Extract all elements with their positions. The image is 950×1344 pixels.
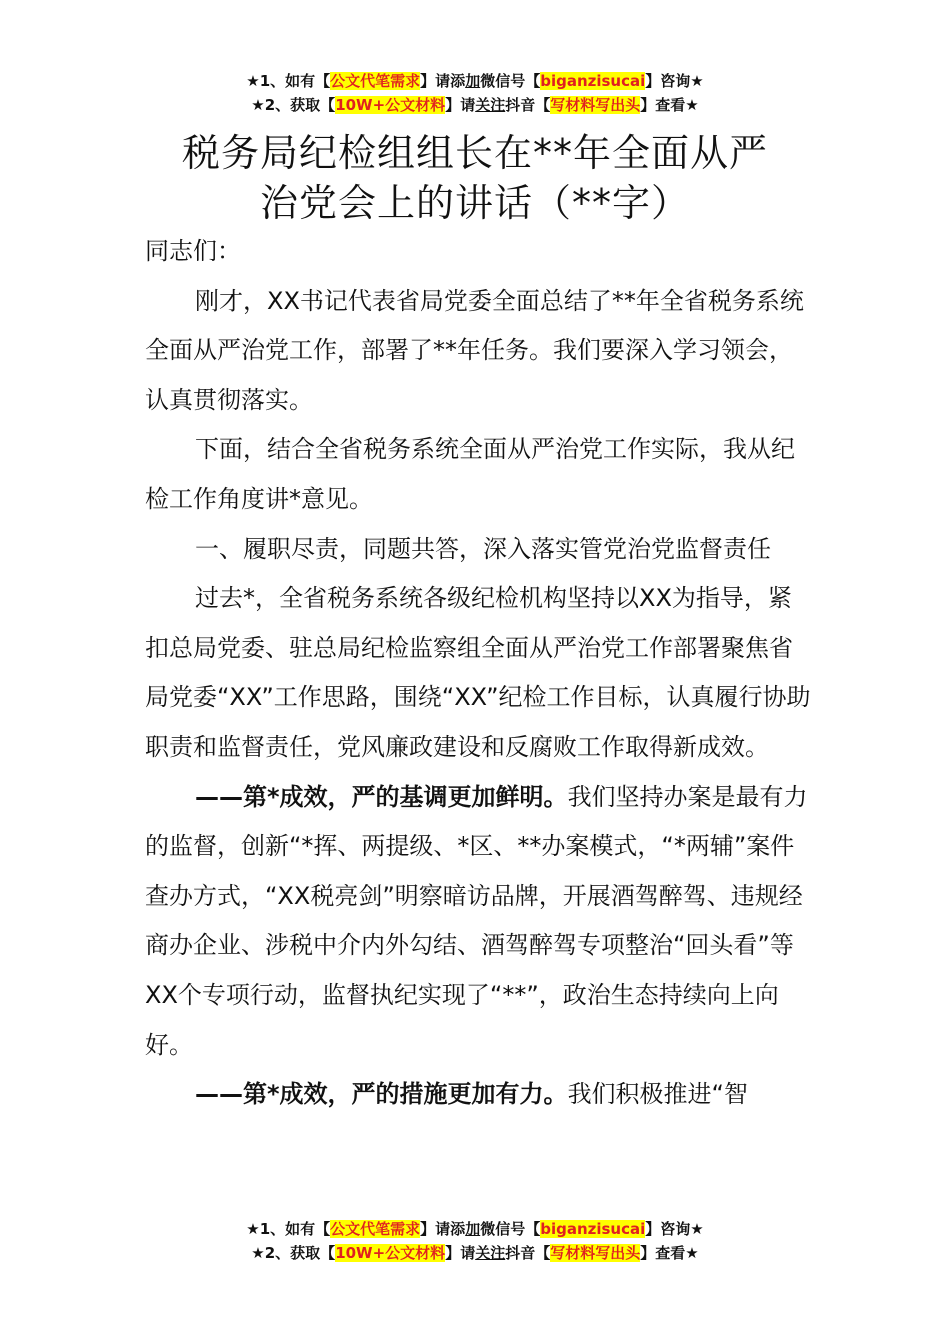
document-title xyxy=(0,128,950,228)
promo-underline: 关注 xyxy=(475,96,506,114)
promo-text: 】请 xyxy=(445,96,476,114)
promo-text: 微信号【 xyxy=(480,1220,541,1238)
promo-text: 抖音【 xyxy=(505,1244,551,1262)
promo-text: 】查看★ xyxy=(640,1244,699,1262)
promo-text: 】请 xyxy=(445,1244,476,1262)
title-line-2: 治党会上的讲话（**字） xyxy=(259,181,690,225)
promo-highlight: 公文代笔需求 xyxy=(330,1220,421,1238)
salutation: 同志们： xyxy=(145,237,241,265)
promo-highlight: biganzisucai xyxy=(540,1220,646,1238)
promo-text: 抖音【 xyxy=(505,96,551,114)
paragraph-1: 刚才，XX书记代表省局党委全面总结了**年全省税务系统全面从严治党工作，部署了**年任务。我们要深入学习领会，认真贯彻落实。 xyxy=(145,286,804,414)
promo-banner-bottom xyxy=(0,1217,950,1265)
paragraph-6 xyxy=(145,1070,815,1120)
document-body xyxy=(145,227,815,1120)
promo-text: ★1、如有【 xyxy=(246,72,331,90)
promo-line-1 xyxy=(0,1217,950,1241)
paragraph-5 xyxy=(145,773,815,1071)
promo-text: 微信号【 xyxy=(480,72,541,90)
promo-text: ★2、获取【 xyxy=(251,1244,336,1262)
promo-highlight: 写材料写出头 xyxy=(550,96,641,114)
paragraph-4: 过去*，全省税务系统各级纪检机构坚持以XX为指导，紧扣总局党委、驻总局纪检监察组全面从严治党工作部署聚焦省局党委“XX”工作思路，围绕“XX”纪检工作目标，认真履行协助职责和监督责任，党风廉政建设和反腐败工作取得新成效。 xyxy=(145,584,811,761)
promo-text: ★1、如有【 xyxy=(246,1220,331,1238)
promo-text: 】咨询★ xyxy=(645,72,704,90)
promo-highlight: 10W+公文材料 xyxy=(335,1244,446,1262)
paragraph-6-text: 我们积极推进“智 xyxy=(567,1080,748,1109)
promo-underline: 关注 xyxy=(475,1244,506,1262)
paragraph-5-text: 我们坚持办案是最有力的监督，创新“*挥、两提级、*区、**办案模式，“*两辅”案件查办方式，“XX税亮剑”明察暗访品牌，开展酒驾醉驾、违规经商办企业、涉税中介内外勾结、酒驾醉驾专项整治“回头看”等XX个专项行动，监督执纪实现了“**”，政治生态持续向上向好。 xyxy=(145,782,808,1059)
promo-highlight: 公文代笔需求 xyxy=(330,72,421,90)
title-line-1: 税务局纪检组组长在**年全面从严 xyxy=(181,131,768,175)
promo-line-2 xyxy=(0,1241,950,1265)
promo-highlight: 写材料写出头 xyxy=(550,1244,641,1262)
promo-line-1 xyxy=(0,69,950,93)
promo-highlight: 10W+公文材料 xyxy=(335,96,446,114)
promo-line-2 xyxy=(0,93,950,117)
promo-highlight: biganzisucai xyxy=(540,72,646,90)
promo-banner-top xyxy=(0,69,950,117)
promo-text: 】请添 xyxy=(420,1220,466,1238)
promo-underline: 加 xyxy=(465,1220,481,1238)
achievement-heading-1: ——第*成效，严的基调更加鲜明。 xyxy=(195,782,568,811)
achievement-heading-2: ——第*成效，严的措施更加有力。 xyxy=(195,1080,568,1109)
promo-text: 】查看★ xyxy=(640,96,699,114)
section-heading-1: 一、履职尽责，同题共答，深入落实管党治党监督责任 xyxy=(195,534,771,563)
promo-text: 】咨询★ xyxy=(645,1220,704,1238)
promo-underline: 加 xyxy=(465,72,481,90)
promo-text: ★2、获取【 xyxy=(251,96,336,114)
promo-text: 】请添 xyxy=(420,72,466,90)
paragraph-2: 下面，结合全省税务系统全面从严治党工作实际，我从纪检工作角度讲*意见。 xyxy=(145,435,795,513)
